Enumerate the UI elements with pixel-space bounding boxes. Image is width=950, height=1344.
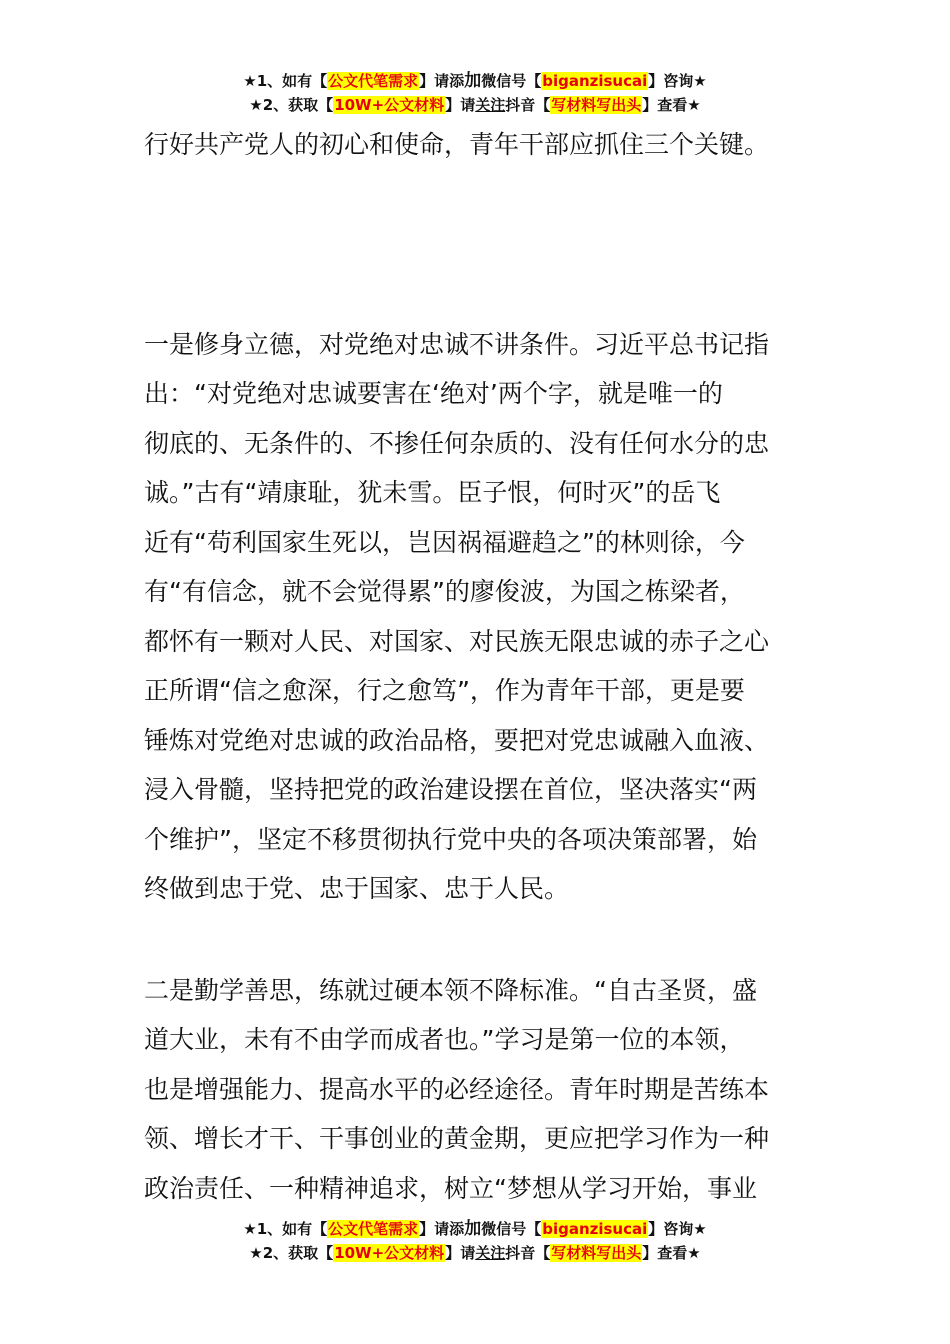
banner-line-1: ★1、如有【公文代笔需求】请添加微信号【biganzisucai】咨询★ [243,71,707,91]
text-line: 诚。”古有“靖康耻，犹未雪。臣子恨，何时灭”的岳飞 [144,478,721,507]
footer-banner [0,1217,950,1265]
text-line: 终做到忠于党、忠于国家、忠于人民。 [144,874,570,903]
text-line: 道大业，未有不由学而成者也。”学习是第一位的本领， [144,1025,745,1054]
service-highlight: 公文代笔需求 [328,1220,419,1238]
douyin-highlight: 写材料写出头 [551,96,642,114]
text-line: 一是修身立德，对党绝对忠诚不讲条件。习近平总书记指 [144,330,770,359]
banner-line-1: ★1、如有【公文代笔需求】请添加微信号【biganzisucai】咨询★ [243,1219,707,1239]
banner-line-2: ★2、获取【10W+公文材料】请关注抖音【写材料写出头】查看★ [249,1244,701,1262]
wechat-id-highlight: biganzisucai [542,1220,648,1238]
text-line: 有“有信念，就不会觉得累”的廖俊波，为国之栋梁者， [144,577,745,606]
materials-highlight: 10W+公文材料 [334,96,445,114]
banner-line-2: ★2、获取【10W+公文材料】请关注抖音【写材料写出头】查看★ [249,96,701,114]
text-line: 领、增长才干、干事创业的黄金期，更应把学习作为一种 [144,1124,770,1153]
intro-line: 行好共产党人的初心和使命，青年干部应抓住三个关键。 [144,130,770,159]
text-line: 浸入骨髓，坚持把党的政治建设摆在首位，坚决落实“两 [144,775,757,804]
materials-highlight: 10W+公文材料 [334,1244,445,1262]
text-line: 正所谓“信之愈深，行之愈笃”，作为青年干部，更是要 [144,676,745,705]
header-banner [0,69,950,117]
text-line: 近有“苟利国家生死以，岂因祸福避趋之”的林则徐，今 [144,528,745,557]
text-line: 锤炼对党绝对忠诚的政治品格，要把对党忠诚融入血液、 [144,726,770,755]
douyin-highlight: 写材料写出头 [551,1244,642,1262]
text-line: 都怀有一颗对人民、对国家、对民族无限忠诚的赤子之心 [144,627,770,656]
text-line: 个维护”，坚定不移贯彻执行党中央的各项决策部署，始 [144,825,757,854]
text-line: 二是勤学善思，练就过硬本领不降标准。“自古圣贤，盛 [144,976,757,1005]
text-line: 也是增强能力、提高水平的必经途径。青年时期是苦练本 [144,1075,770,1104]
wechat-id-highlight: biganzisucai [542,72,648,90]
text-line: 彻底的、无条件的、不掺任何杂质的、没有任何水分的忠 [144,429,770,458]
text-line: 出：“对党绝对忠诚要害在‘绝对’两个字，就是唯一的 [144,379,723,408]
text-line: 政治责任、一种精神追求，树立“梦想从学习开始，事业 [144,1174,757,1203]
service-highlight: 公文代笔需求 [328,72,419,90]
